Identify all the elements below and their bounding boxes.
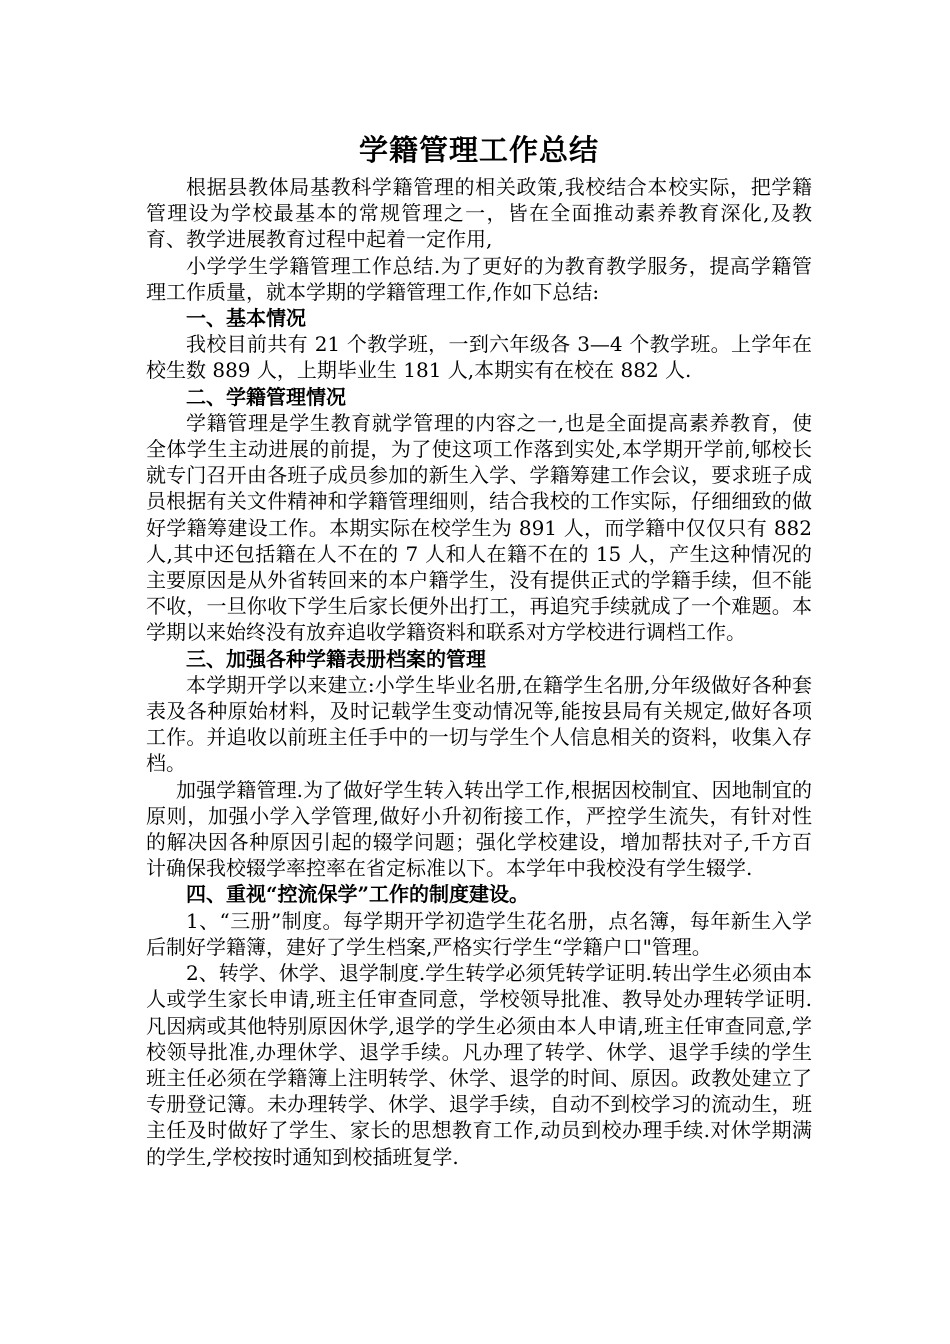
document-body (146, 130, 812, 1170)
section-paragraph: 加强学籍管理.为了做好学生转入转出学工作,根据因校制宜、因地制宜的原则，加强小学入学管理,做好小升初衔接工作，严控学生流失，有针对性的解决因各种原因引起的辍学问题；强化学校建设，增加帮扶对子,千方百计确保我校辍学率控率在省定标准以下。本学年中我校没有学生辍学. (146, 777, 812, 881)
section-heading-system-building: 四、重视“控流保学”工作的制度建设。 (186, 882, 530, 907)
section-paragraph: 2、转学、休学、退学制度.学生转学必须凭转学证明.转出学生必须由本人或学生家长申请,班主任审查同意，学校领导批准、教导处办理转学证明.凡因病或其他特别原因休学,退学的学生必须由本人申请,班主任审查同意,学校领导批准,办理休学、退学手续。凡办理了转学、休学、退学手续的学生班主任必须在学籍簿上注明转学、休学、退学的时间、原因。政教处建立了专册登记簿。未办理转学、休学、退学手续，自动不到校学习的流动生，班主任及时做好了学生、家长的思想教育工作,动员到校办理手续.对休学期满的学生,学校按时通知到校插班复学. (146, 961, 812, 1169)
section-paragraph: 本学期开学以来建立:小学生毕业名册,在籍学生名册,分年级做好各种套表及各种原始材料，及时记载学生变动情况等,能按县局有关规定,做好各项工作。并追收以前班主任手中的一切与学生个人信息相关的资料，收集入存档。 (146, 672, 812, 776)
section-paragraph: 我校目前共有 21 个教学班，一到六年级各 3—4 个教学班。上学年在校生数 889 人，上期毕业生 181 人,本期实有在校在 882 人. (146, 332, 812, 383)
document-title: 学籍管理工作总结 (358, 133, 599, 167)
section-heading-basic-info: 一、基本情况 (186, 306, 306, 331)
section-paragraph: 学籍管理是学生教育就学管理的内容之一,也是全面提高素养教育，使全体学生主动进展的前提，为了使这项工作落到实处,本学期开学前,郇校长就专门召开由各班子成员参加的新生入学、学籍筹建工作会议，要求班子成员根据有关文件精神和学籍管理细则，结合我校的工作实际，仔细细致的做好学籍筹建设工作。本期实际在校学生为 891 人，而学籍中仅仅只有 882 人,其中还包括籍在人不在的 7 人和人在籍不在的 15 人，产生这种情况的主要原因是从外省转回来的本户籍学生，没有提供正式的学籍手续，但不能不收，一旦你收下学生后家长便外出打工，再追究手续就成了一个难题。本学期以来始终没有放弃追收学籍资料和联系对方学校进行调档工作。 (146, 410, 812, 645)
intro-paragraph-2: 小学学生学籍管理工作总结.为了更好的为教育教学服务，提高学籍管理工作质量，就本学期的学籍管理工作,作如下总结: (146, 253, 812, 304)
section-heading-management: 二、学籍管理情况 (186, 384, 346, 409)
section-heading-archives: 三、加强各种学籍表册档案的管理 (186, 646, 486, 671)
intro-paragraph-1: 根据县教体局基教科学籍管理的相关政策,我校结合本校实际，把学籍管理设为学校最基本的常规管理之一，皆在全面推动素养教育深化,及教育、教学进展教育过程中起着一定作用, (146, 175, 812, 252)
section-paragraph: 1、“三册”制度。每学期开学初造学生花名册，点名簿，每年新生入学后制好学籍簿，建好了学生档案,严格实行学生“学籍户口"管理。 (146, 908, 812, 959)
